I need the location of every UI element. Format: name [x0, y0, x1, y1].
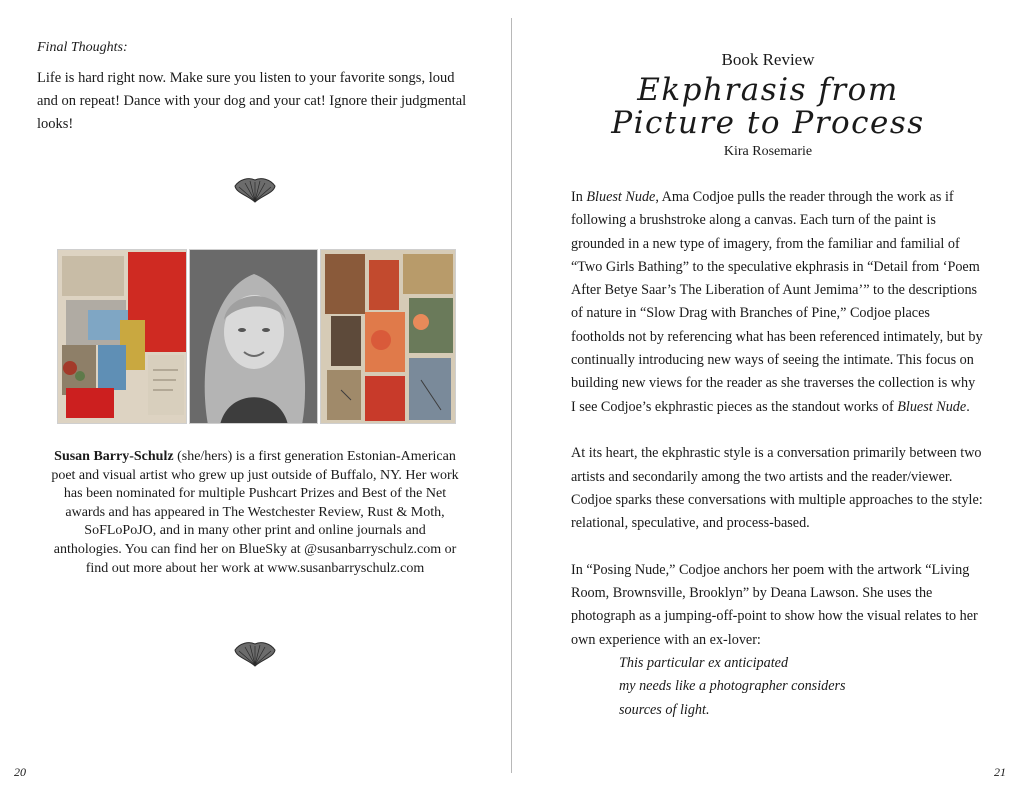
quote-line: sources of light. — [619, 701, 710, 718]
ginkgo-leaf-icon — [232, 176, 278, 204]
paragraph-2: At its heart, the ekphrastic style is a conversation primarily between two artists and secondarily among the two artists and the reader/viewer. Codjoe sparks these conversations with multiple approaches to the style: relational, speculative, and process-based. — [571, 445, 983, 532]
article-author: Kira Rosemarie — [723, 144, 813, 159]
author-bio — [50, 448, 460, 578]
paragraph-3: In “Posing Nude,” Codjoe anchors her poem with the artwork “Living Room, Brownsville, Brooklyn” by Deana Lawson. She uses the photograph as a jumping-off-point to show how the visual relates to her own experience with an ex-lover: — [571, 561, 978, 648]
bio-text: (she/hers) is a first generation Estonian-American poet and visual artist who grew up just outside of Buffalo, NY. Her work has been nominated for multiple Pushcart Prizes and Best of the Net awards and has appeared in The Westchester Review, Rust & Moth, SoFLoPoJO, and in many other print and online journals and anthologies. You can find her on BlueSky at @susanbarryschulz.com or find out more about her work at www.susanbarryschulz.com — [51, 449, 459, 576]
artwork-strip — [57, 249, 456, 424]
ginkgo-leaf-icon — [232, 640, 278, 668]
review-body — [571, 186, 983, 722]
bio-name: Susan Barry-Schulz — [54, 449, 174, 464]
page-number-right: 21 — [994, 765, 1006, 779]
page-number-left: 20 — [14, 765, 26, 779]
final-thoughts-title: Final Thoughts: — [37, 40, 128, 55]
quote-line: This particular ex anticipated — [619, 654, 789, 671]
title-line-2: Picture to Process — [611, 105, 925, 141]
section-label: Book Review — [721, 50, 815, 69]
left-page — [0, 0, 511, 791]
right-page — [512, 0, 1024, 791]
author-portrait-photo — [189, 249, 318, 424]
collage-artwork-left — [57, 249, 187, 424]
article-title — [512, 74, 1024, 140]
quote-line: my needs like a photographer considers — [619, 678, 846, 695]
collage-artwork-right — [320, 249, 456, 424]
final-thoughts-body: Life is hard right now. Make sure you listen to your favorite songs, loud and on repeat! Dance with your dog and your cat! Ignore their judgmental looks! — [37, 70, 467, 132]
book-title: Bluest Nude — [586, 189, 656, 205]
paragraph-1: In Bluest Nude, Ama Codjoe pulls the reader through the work as if following a brushstroke along a canvas. Each turn of the paint is grounded in a new type of imagery, from the familiar and familial of “Two Girls Bathing” to the speculative ekphrasis in “Detail from ‘Poem After Betye Saar’s The Liberation of Aunt Jemima’” to the descriptions of nature in “Slow Drag with Branches of Pine,” Codjoe places footholds not by referencing what has been referenced intimately, but by continually introducing new ways of seeing the intimate. This focus on building new views for the reader as she traverses the collection is why I see Codjoe’s ekphrastic pieces as the standout works of Bluest Nude. — [571, 189, 983, 415]
book-title: Bluest Nude — [897, 398, 967, 415]
title-line-1: Ekphrasis from — [637, 72, 899, 108]
